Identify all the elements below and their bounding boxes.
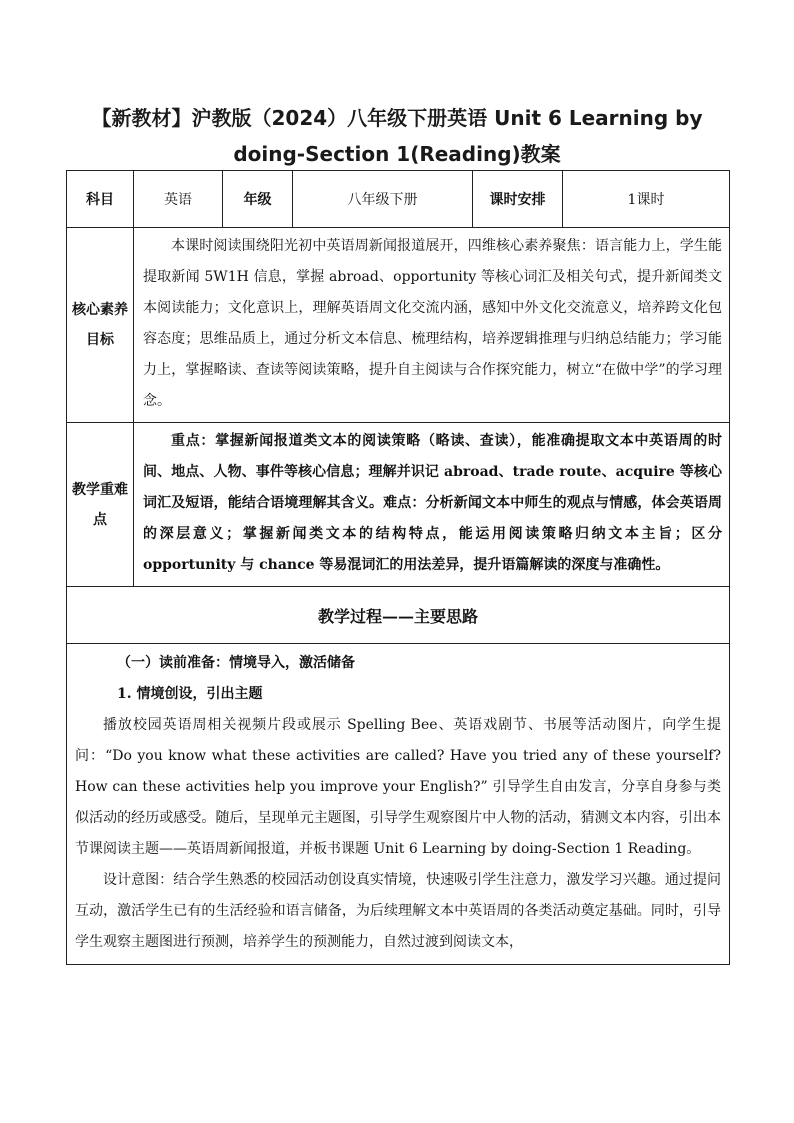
grade-label: 年级 (223, 171, 293, 228)
subsection-heading: 1. 情境创设，引出主题 (117, 686, 263, 702)
process-body-row (67, 644, 730, 965)
key-points-content (134, 423, 730, 587)
activity-paragraph: 播放校园英语周相关视频片段或展示 Spelling Bee、英语戏剧节、书展等活动图片，向学生提问：“Do you know what these activities are called? Have you tried any of these yourself? How can these activities help you improve your English?” 引导学生自由发言，分享自身参与类似活动的经历或感受。随后，呈现单元主题图，引导学生观察图片中人物的活动，猜测文本内容，引出本节课阅读主题——英语周新闻报道，并板书课题 Unit 6 Learning by doing-Section 1 Reading。 (75, 717, 721, 857)
core-literacy-row (67, 228, 730, 423)
process-title-row (67, 587, 730, 644)
process-body (67, 644, 730, 965)
subject-value: 英语 (134, 171, 223, 228)
hours-label: 课时安排 (473, 171, 563, 228)
header-row (67, 171, 730, 228)
core-literacy-content (134, 228, 730, 423)
core-literacy-label-text: 核心素养目标 (72, 302, 128, 348)
key-points-label-text: 教学重难点 (72, 481, 128, 528)
core-literacy-label (67, 228, 134, 423)
design-intent-paragraph: 设计意图：结合学生熟悉的校园活动创设真实情境，快速吸引学生注意力，激发学习兴趣。通过提问互动，激活学生已有的生活经验和语言储备，为后续理解文本中英语周的各类活动奠定基础。同时，引导学生观察主题图进行预测，培养学生的预测能力，自然过渡到阅读文本， (75, 872, 721, 950)
key-points-text: 重点：掌握新闻报道类文本的阅读策略（略读、查读），能准确提取文本中英语周的时间、地点、人物、事件等核心信息；理解并识记 abroad、trade route、acquire 等核心词汇及短语，能结合语境理解其含义。难点：分析新闻文本中师生的观点与情感，体会英语周的深层意义；掌握新闻类文本的结构特点，能运用阅读策略归纳文本主旨；区分 opportunity 与 chance 等易混词汇的用法差异，提升语篇解读的深度与准确性。 (143, 433, 722, 573)
document-title: 【新教材】沪教版（2024）八年级下册英语 Unit 6 Learning by doing-Section 1(Reading)教案 (91, 106, 703, 166)
subject-label: 科目 (67, 171, 134, 228)
key-points-row (67, 423, 730, 587)
key-points-label (67, 423, 134, 587)
section-heading: （一）读前准备：情境导入，激活储备 (117, 655, 355, 671)
grade-value: 八年级下册 (293, 171, 473, 228)
hours-value: 1课时 (563, 171, 730, 228)
process-title: 教学过程——主要思路 (67, 587, 730, 644)
lesson-plan-table (66, 170, 730, 965)
core-literacy-text: 本课时阅读围绕阳光初中英语周新闻报道展开，四维核心素养聚焦：语言能力上，学生能提取新闻 5W1H 信息，掌握 abroad、opportunity 等核心词汇及相关句式，提升新闻类文本阅读能力；文化意识上，理解英语周文化交流内涵，感知中外文化交流意义，培养跨文化包容态度；思维品质上，通过分析文本信息、梳理结构，培养逻辑推理与归纳总结能力；学习能力上，掌握略读、查读等阅读策略，提升自主阅读与合作探究能力，树立“在做中学”的学习理念。 (143, 238, 722, 409)
